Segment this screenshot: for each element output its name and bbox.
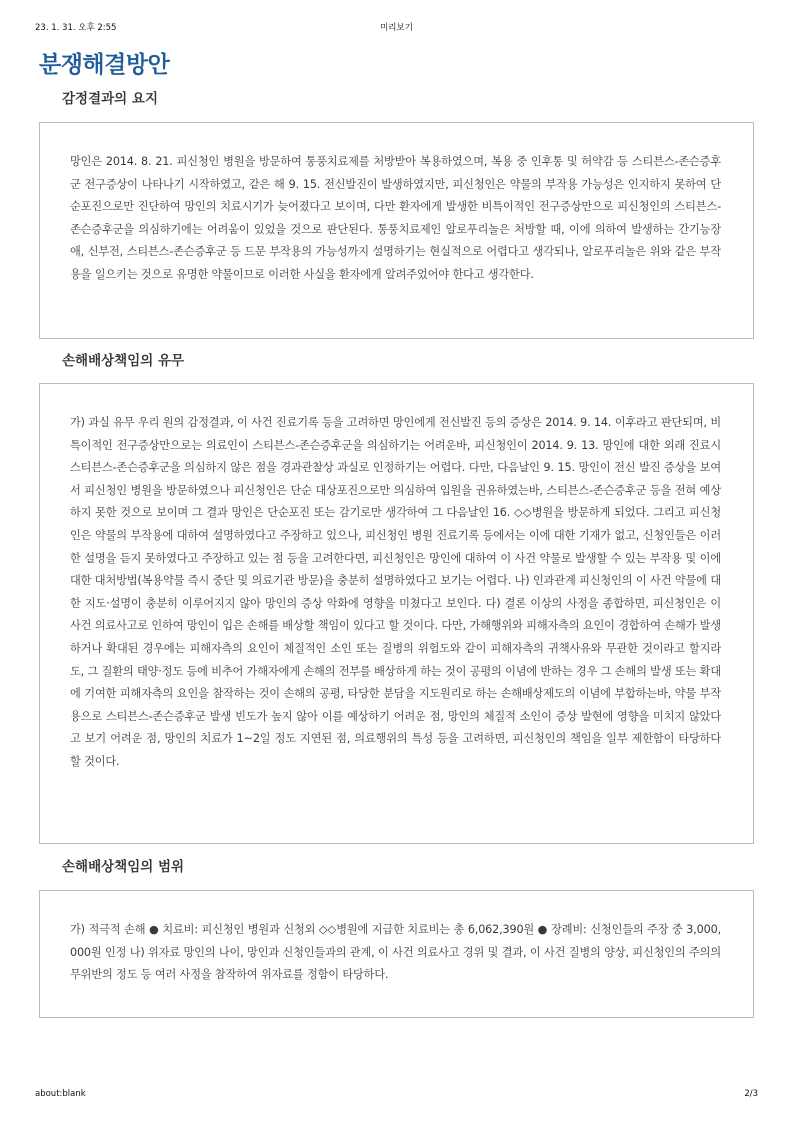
print-url: about:blank <box>35 1089 86 1099</box>
section-body-appraisal-summary: 망인은 2014. 8. 21. 피신청인 병원을 방문하여 통풍치료제를 처방받아 복용하였으며, 복용 중 인후통 및 허약감 등 스티븐스-존슨증후군 전구증상이 나타나기 시작하였고, 같은 해 9. 15. 전신발진이 발생하였지만, 피신청인은 약물의 부작용 가능성은 인지하지 못하여 단순포진으로만 진단하여 망인의 치료시기가 늦어졌다고 보이며, 다만 환자에게 발생한 비특이적인 전구증상만으로 피신청인의 스티븐스-존슨증후군을 의심하기에는 어려움이 있었을 것으로 판단된다. 통풍치료제인 알로푸리놀은 처방할 때, 이에 의하여 발생하는 간기능장애, 신부전, 스티븐스-존슨증후군 등 드문 부작용의 가능성까지 설명하기는 현실적으로 어렵다고 생각되나, 알로푸리놀은 위와 같은 부작용을 일으키는 것으로 유명한 약물이므로 이러한 사실을 환자에게 알려주었어야 한다고 생각한다. <box>70 155 721 281</box>
section-heading-appraisal-summary: 감정결과의 요지 <box>62 91 158 107</box>
print-header <box>35 21 758 33</box>
section-heading-liability-existence: 손해배상책임의 유무 <box>62 353 185 369</box>
section-box-appraisal-summary <box>39 122 754 339</box>
section-body-liability-existence: 가) 과실 유무 우리 원의 감정결과, 이 사건 진료기록 등을 고려하면 망인에게 전신발진 등의 증상은 2014. 9. 14. 이후라고 판단되며, 비특이적인 전구증상만으로는 의료인이 스티븐스-존슨증후군을 의심하기는 어려운바, 피신청인이 2014. 9. 13. 망인에 대한 외래 진료시 스티븐스-존슨증후군을 의심하지 않은 점을 경과관찰상 과실로 인정하기는 어렵다. 다만, 다음날인 9. 15. 망인이 전신 발진 증상을 보여서 피신청인 병원을 방문하였으나 피신청인은 단순 대상포진으로만 의심하여 입원을 권유하였는바, 스티븐스-존슨증후군 등을 전혀 예상하지 못한 것으로 보이며 그 결과 망인은 단순포진 또는 감기로만 생각하여 그 다음날인 16. ◇◇병원을 방문하게 되었다. 그리고 피신청인은 약물의 부작용에 대하여 설명하였다고 주장하고 있으나, 피신청인 병원 진료기록 등에서는 이에 대한 기재가 없고, 신청인들은 이러한 설명을 듣지 못하였다고 주장하고 있는 점 등을 고려한다면, 피신청인은 망인에 대하여 이 사건 약물로 발생할 수 있는 부작용 및 이에 대한 대처방법(복용약물 즉시 중단 및 의료기관 방문)을 충분히 설명하였다고 보기는 어렵다. 나) 인과관계 피신청인의 이 사건 약물에 대한 지도·설명이 충분히 이루어지지 않아 망인의 증상 악화에 영향을 미쳤다고 보인다. 다) 결론 이상의 사정을 종합하면, 피신청인은 이 사건 의료사고로 인하여 망인이 입은 손해를 배상할 책임이 있다고 할 것이다. 다만, 가해행위와 피해자측의 요인이 경합하여 손해가 발생하거나 확대된 경우에는 피해자측의 요인이 체질적인 소인 또는 질병의 위험도와 같이 피해자측의 귀책사유와 무관한 것이라고 할지라도, 그 질환의 태양·정도 등에 비추어 가해자에게 손해의 전부를 배상하게 하는 것이 공평의 이념에 반하는 경우 그 손해의 발생 또는 확대에 기여한 피해자측의 요인을 참작하는 것이 손해의 공평, 타당한 분담을 지도원리로 하는 손해배상제도의 이념에 부합하는바, 약물 부작용으로 스티븐스-존슨증후군 발생 빈도가 높지 않아 이를 예상하기 어려운 점, 망인의 체질적 소인이 증상 발현에 영향을 미치지 않았다고 보기 어려운 점, 망인의 치료가 1~2일 정도 지연된 점, 의료행위의 특성 등을 고려하면, 피신청인의 책임을 일부 제한함이 타당하다 할 것이다. <box>70 416 721 768</box>
print-page-number: 2/3 <box>744 1089 758 1099</box>
section-box-liability-scope <box>39 890 754 1018</box>
section-body-liability-scope: 가) 적극적 손해 ● 치료비: 피신청인 병원과 신청외 ◇◇병원에 지급한 치료비는 총 6,062,390원 ● 장례비: 신청인들의 주장 중 3,000,000원 인정 나) 위자료 망인의 나이, 망인과 신청인들과의 관계, 이 사건 의료사고 경위 및 결과, 이 사건 질병의 양상, 피신청인의 주의의무위반의 정도 등 여러 사정을 참작하여 위자료를 정함이 타당하다. <box>70 923 721 982</box>
section-heading-liability-scope: 손해배상책임의 범위 <box>62 859 185 875</box>
print-title: 미리보기 <box>380 23 413 33</box>
print-date: 23. 1. 31. 오후 2:55 <box>35 23 117 33</box>
page-title: 분쟁해결방안 <box>39 52 170 78</box>
print-footer <box>35 1089 758 1101</box>
section-box-liability-existence <box>39 383 754 844</box>
